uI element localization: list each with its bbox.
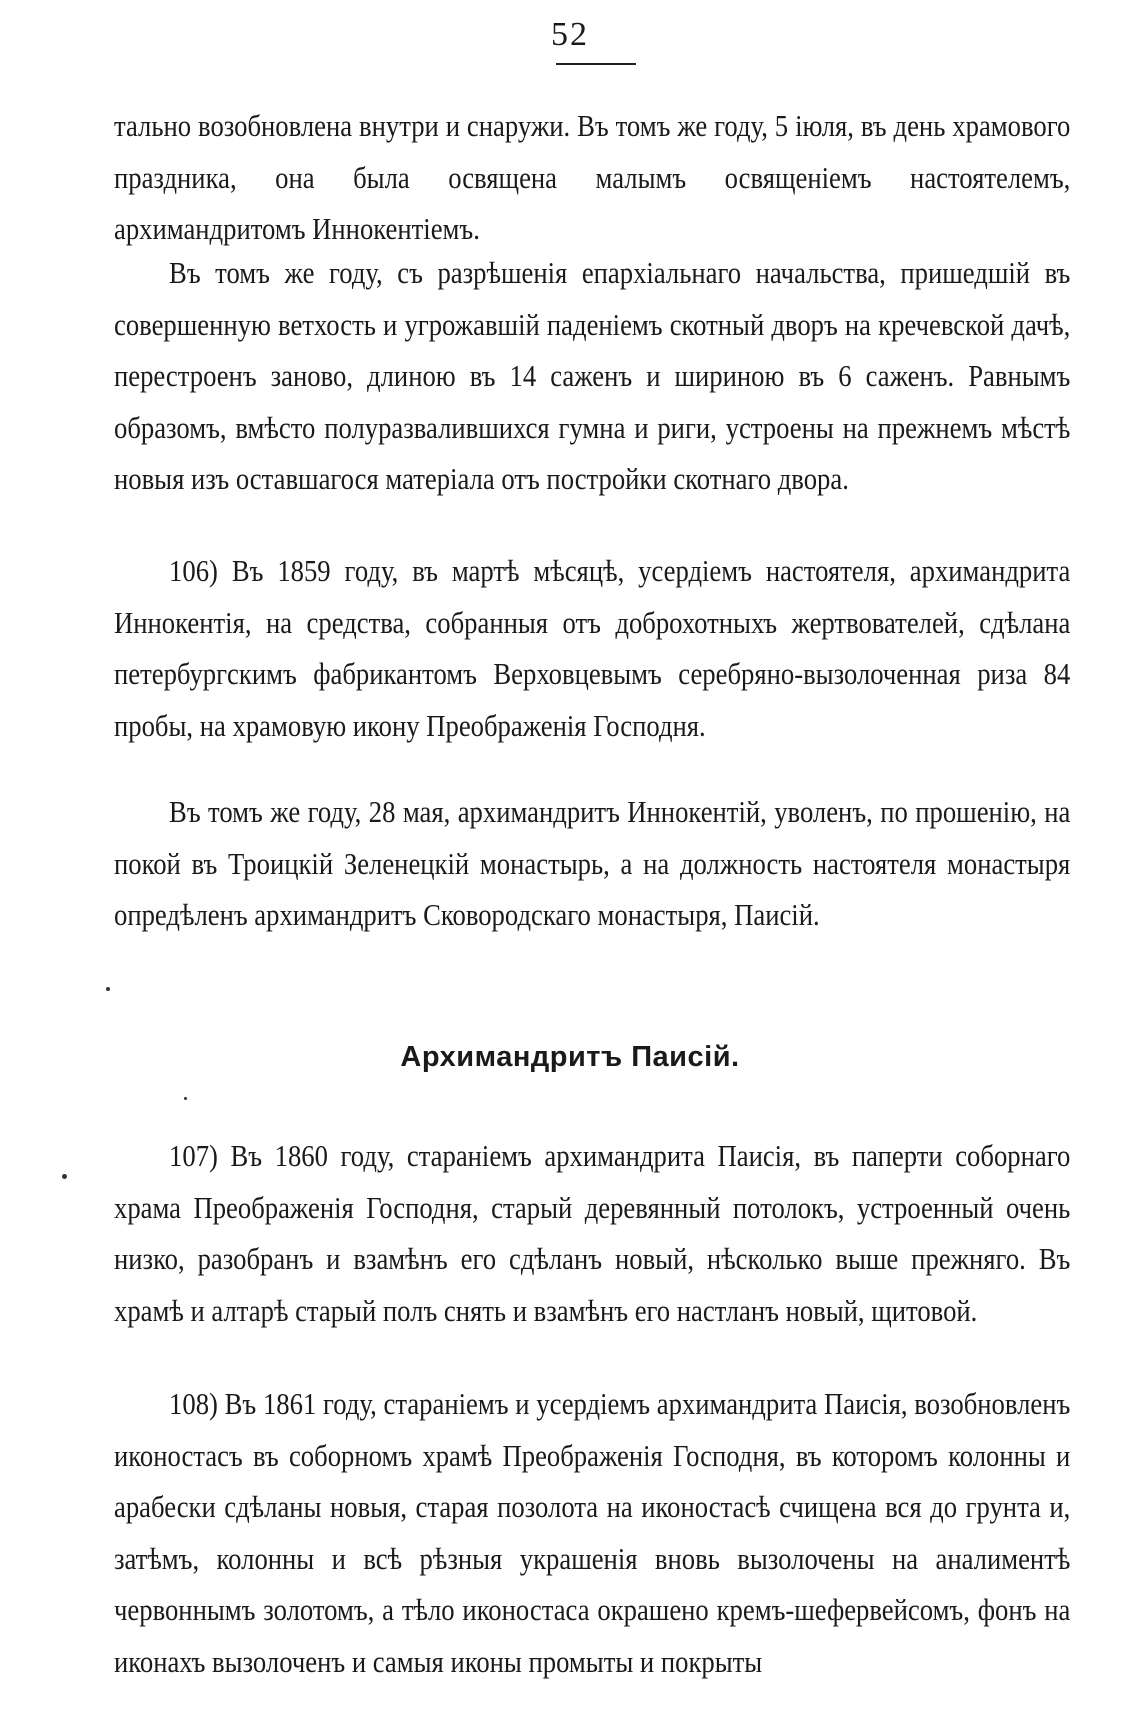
section-heading: Архимандритъ Паисій. xyxy=(400,1041,740,1073)
paragraph-text: 108) Въ 1861 году, стараніемъ и усердіемъ архимандрита Паисія, возобновленъ иконостасъ въ соборномъ храмѣ Преображенія Господня, въ которомъ колонны и арабески сдѣланы новыя, старая позолота на иконостасѣ счищена вся до грунта и, затѣмъ, колонны и всѣ рѣзныя украшенія вновь вызолочены на аналиментѣ червоннымъ золотомъ, а тѣло иконостаса окрашено кремъ-шефервейсомъ, фонъ на иконахъ вызолоченъ и самыя иконы промыты и покрыты xyxy=(114,1386,1071,1679)
page-number: 52 xyxy=(551,16,589,53)
print-speck xyxy=(106,987,110,991)
paragraph-text: 106) Въ 1859 году, въ мартѣ мѣсяцѣ, усердіемъ настоятеля, архимандрита Иннокентія, на средства, собранныя отъ доброхотныхъ жертвователей, сдѣлана петербургскимъ фабрикантомъ Верховцевымъ серебряно-вызолоченная риза 84 пробы, на храмовую икону Преображенія Господня. xyxy=(114,553,1071,743)
paragraph-107 xyxy=(114,1130,1070,1336)
paragraph-text: 107) Въ 1860 году, стараніемъ архимандрита Паисія, въ паперти соборнаго храма Преображенія Господня, старый деревянный потолокъ, устроенный очень низко, разобранъ и взамѣнъ его сдѣланъ новый, нѣсколько выше прежняго. Въ храмѣ и алтарѣ старый полъ снять и взамѣнъ его настланъ новый, щитовой. xyxy=(114,1138,1071,1328)
paragraph-106 xyxy=(114,545,1070,751)
paragraph-108 xyxy=(114,1378,1070,1687)
paragraph-text: тально возобновлена внутри и снаружи. Въ томъ же году, 5 іюля, въ день храмового праздника, она была освящена малымъ освященіемъ настоятелемъ, архимандритомъ Иннокентіемъ. xyxy=(114,108,1071,246)
paragraph-cattle-yard xyxy=(114,247,1070,505)
paragraph-continuation xyxy=(114,100,1070,255)
paragraph-text: Въ томъ же году, 28 мая, архимандритъ Иннокентій, уволенъ, по прошенію, на покой въ Троицкій Зеленецкій монастырь, а на должность настоятеля монастыря опредѣленъ архимандритъ Сковородскаго монастыря, Паисій. xyxy=(114,794,1071,932)
paragraph-text: Въ томъ же году, съ разрѣшенія епархіальнаго начальства, пришедшій въ совершенную ветхость и угрожавшій паденіемъ скотный дворъ на кречевской дачѣ, перестроенъ заново, длиною въ 14 саженъ и шириною въ 6 саженъ. Равнымъ образомъ, вмѣсто полуразвалившихся гумна и риги, устроены на прежнемъ мѣстѣ новыя изъ оставшагося матеріала отъ постройки скотнаго двора. xyxy=(114,255,1071,496)
page-number-rule xyxy=(556,63,636,65)
paragraph-innokenty-retired xyxy=(114,786,1070,941)
print-speck xyxy=(184,1097,187,1100)
print-speck xyxy=(62,1174,67,1179)
